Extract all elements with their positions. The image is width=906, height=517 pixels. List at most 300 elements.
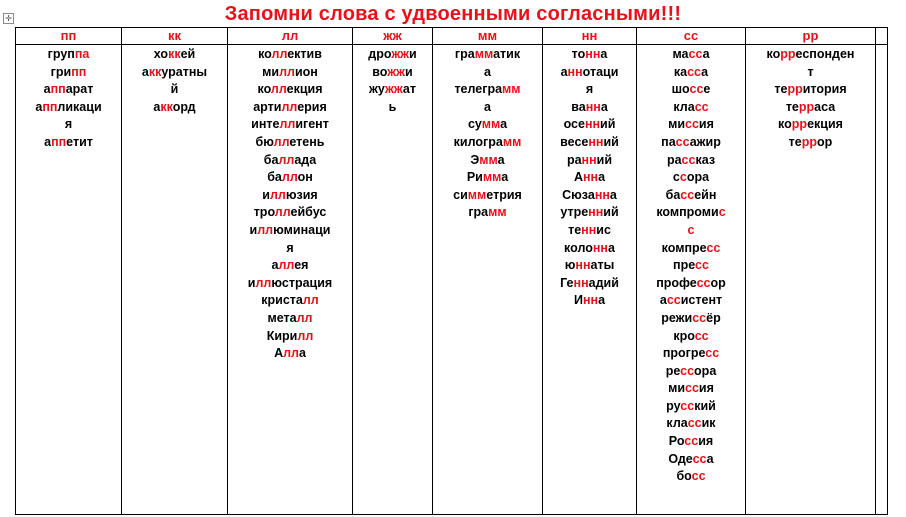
word-part: истент (680, 293, 723, 308)
word-part: ерия (297, 99, 327, 114)
word-part: бю (255, 134, 274, 149)
double-letters: сс (680, 398, 695, 413)
word-line (228, 204, 352, 222)
word-part: юзия (285, 187, 318, 202)
double-letters: сс (696, 275, 711, 290)
column-header: лл (228, 28, 353, 45)
word-part: те (568, 222, 582, 237)
word-line (353, 81, 432, 99)
word-part: а (43, 82, 51, 97)
word-part: ора (694, 363, 717, 378)
word-part: килогра (453, 134, 503, 149)
word-part: екция (807, 117, 843, 132)
word-line (433, 187, 542, 205)
word-line (433, 81, 542, 99)
word-line (637, 433, 745, 451)
word-part: хо (153, 47, 169, 61)
word-line (16, 99, 121, 117)
word-part: ма (672, 47, 689, 61)
word-part: итория (802, 82, 847, 97)
word-part: орд (172, 99, 196, 114)
word-line (122, 99, 227, 117)
word-part: Э (470, 152, 480, 167)
word-part: груп (47, 47, 75, 61)
double-letters: сс (706, 240, 721, 255)
word-part: ко (766, 47, 781, 61)
word-part: инте (251, 117, 280, 132)
word-line (746, 99, 875, 117)
word-part: и (249, 222, 258, 237)
word-part: осе (563, 117, 585, 132)
word-list-pp (16, 45, 122, 515)
word-part: ру (666, 398, 681, 413)
word-part: а (598, 170, 606, 185)
word-line (16, 134, 121, 152)
double-letters: лл (302, 293, 319, 308)
word-part: атик (493, 47, 521, 61)
double-letters: рр (801, 134, 818, 149)
word-part: игент (295, 117, 329, 132)
empty-column-cell (876, 45, 888, 515)
word-part: ва (571, 99, 586, 114)
word-part: И (573, 293, 583, 308)
double-letters: лл (278, 152, 295, 167)
word-part: прогре (662, 346, 706, 361)
word-line (637, 99, 745, 117)
double-letters: сс (687, 64, 702, 79)
double-letters: сс (694, 99, 709, 114)
word-line (637, 187, 745, 205)
word-part: ей (180, 47, 196, 61)
word-line (228, 328, 352, 346)
double-letters: мм (474, 47, 494, 61)
word-part: мета (267, 310, 297, 325)
double-consonants-table (15, 27, 888, 515)
word-part: а (560, 64, 568, 79)
word-part: профе (656, 275, 697, 290)
word-line (637, 310, 745, 328)
word-line (228, 292, 352, 310)
double-letters: лл (255, 275, 272, 290)
word-line (433, 116, 542, 134)
double-letters: нн (581, 152, 597, 167)
word-line (543, 81, 636, 99)
word-line (228, 134, 352, 152)
word-part: а (600, 99, 608, 114)
double-letters: рр (798, 99, 815, 114)
word-line (746, 81, 875, 99)
word-part: ми (668, 117, 686, 132)
word-part: ия (698, 434, 714, 449)
word-part: а (298, 346, 306, 361)
column-header: жж (353, 28, 433, 45)
word-line (543, 204, 636, 222)
word-line (122, 46, 227, 64)
word-part: режи (661, 310, 693, 325)
word-part: ми (262, 64, 280, 79)
word-line (637, 257, 745, 275)
word-part: ий (603, 205, 619, 220)
word-line (122, 64, 227, 82)
word-part: а (600, 47, 608, 61)
word-line (746, 46, 875, 64)
word-part: ора (686, 170, 710, 185)
word-part: гра (454, 47, 475, 61)
word-part: те (788, 134, 802, 149)
word-part: а (702, 47, 710, 61)
word-list-kk (122, 45, 228, 515)
double-letters: сс (689, 82, 704, 97)
header-row (16, 28, 888, 45)
double-letters: лл (257, 222, 274, 237)
word-line (637, 380, 745, 398)
word-part: с (672, 170, 680, 185)
word-part: бо (676, 469, 692, 484)
word-line (543, 222, 636, 240)
word-line (228, 116, 352, 134)
word-part: ор (710, 275, 726, 290)
word-part: а (271, 258, 279, 273)
word-part: ор (817, 134, 833, 149)
double-letters: лл (281, 99, 298, 114)
word-line (637, 451, 745, 469)
word-part: си (453, 187, 468, 202)
word-part: етень (289, 134, 325, 149)
word-part: й (170, 82, 179, 97)
word-part: я (585, 82, 594, 97)
word-line (228, 81, 352, 99)
double-letters: пп (51, 134, 67, 149)
double-letters: лл (281, 170, 298, 185)
word-part: а (500, 117, 508, 132)
word-line (637, 328, 745, 346)
double-letters: нн (585, 47, 601, 61)
word-part: а (44, 134, 52, 149)
word-line (637, 240, 745, 258)
double-letters: рр (791, 117, 808, 132)
word-line (637, 169, 745, 187)
word-part: ёр (706, 310, 721, 325)
word-part: ь (388, 99, 397, 114)
double-letters: с (687, 222, 695, 237)
word-part: ий (600, 117, 616, 132)
word-part: те (774, 82, 788, 97)
word-part: ий (603, 134, 619, 149)
word-line (543, 169, 636, 187)
word-line (353, 46, 432, 64)
word-part: ат (402, 82, 416, 97)
word-part: Ге (560, 275, 574, 290)
word-part: арат (65, 82, 94, 97)
word-part: и (262, 187, 270, 202)
word-part: и (247, 275, 256, 290)
word-line (228, 64, 352, 82)
double-letters: сс (680, 187, 695, 202)
word-line (433, 152, 542, 170)
double-letters: лл (271, 47, 288, 61)
word-part: а (701, 64, 709, 79)
double-letters: нн (585, 99, 601, 114)
double-letters: жж (391, 47, 410, 61)
double-letters: лл (296, 310, 313, 325)
word-part: гри (50, 64, 72, 79)
word-line (228, 187, 352, 205)
double-letters: лл (297, 328, 314, 343)
word-part: арти (253, 99, 282, 114)
word-part: ба (263, 152, 279, 167)
word-part: а (141, 64, 149, 79)
word-part: е (703, 82, 711, 97)
double-letters: лл (279, 64, 295, 79)
double-letters: мм (481, 117, 501, 132)
word-line (637, 134, 745, 152)
double-letters: сс (694, 328, 709, 343)
word-part: коло (564, 240, 593, 255)
column-header: нн (543, 28, 637, 45)
double-letters: сс (687, 416, 702, 431)
word-part: ия (698, 117, 714, 132)
word-line (228, 152, 352, 170)
word-part: ик (701, 416, 716, 431)
double-letters: нн (594, 187, 610, 202)
double-letters: нн (581, 222, 597, 237)
page-title: Запомни слова с удвоенными согласными!!! (224, 3, 682, 25)
word-part: гра (468, 205, 489, 220)
word-part: а (153, 99, 161, 114)
word-line (637, 292, 745, 310)
word-part: а (484, 99, 491, 114)
word-part: кро (673, 328, 695, 343)
word-part: жу (369, 82, 385, 97)
word-line (228, 275, 352, 293)
double-letters: лл (283, 346, 299, 361)
word-line (228, 222, 352, 240)
word-part: и (409, 47, 417, 61)
word-part: ра (566, 152, 582, 167)
word-part: аса (814, 99, 836, 114)
table-move-handle-icon[interactable]: ✛ (3, 13, 14, 24)
word-line (746, 134, 875, 152)
word-line (433, 46, 542, 64)
word-part: юстрация (271, 275, 333, 290)
word-line (543, 152, 636, 170)
double-letters: пп (50, 82, 66, 97)
double-letters: сс (691, 469, 706, 484)
word-part: я (64, 117, 73, 132)
double-letters: па (74, 47, 90, 61)
column-header: рр (746, 28, 876, 45)
word-part: компроми (656, 205, 719, 220)
double-letters: кк (168, 47, 181, 61)
double-letters: нн (588, 134, 604, 149)
word-part: ко (257, 82, 271, 97)
double-letters: мм (467, 187, 487, 202)
word-line (543, 187, 636, 205)
word-line (637, 345, 745, 363)
double-letters: мм (482, 170, 502, 185)
double-letters: кк (160, 99, 173, 114)
word-part: а (598, 293, 606, 308)
word-line (228, 99, 352, 117)
word-part: уратны (161, 64, 208, 79)
double-letters: лл (278, 258, 295, 273)
word-line (16, 116, 121, 134)
word-part: те (785, 99, 799, 114)
words-row (16, 45, 888, 515)
word-part: юминаци (273, 222, 331, 237)
word-part: Сюза (562, 187, 595, 202)
word-part: ектив (287, 47, 322, 61)
word-part: компре (661, 240, 707, 255)
word-part: он (297, 170, 313, 185)
word-line (353, 99, 432, 117)
word-part: а (484, 64, 491, 79)
double-letters: нн (584, 117, 601, 132)
word-part: а (497, 152, 505, 167)
word-part: шо (671, 82, 690, 97)
word-line (16, 46, 121, 64)
double-letters: рр (787, 82, 803, 97)
word-part: криста (261, 293, 303, 308)
word-part: ея (294, 258, 309, 273)
word-line (637, 116, 745, 134)
word-line (637, 415, 745, 433)
word-part: ис (596, 222, 611, 237)
double-letters: сс (705, 346, 720, 361)
word-part: адий (588, 275, 619, 290)
word-part: дро (368, 47, 392, 61)
word-part: еспонден (795, 47, 855, 61)
word-part: ба (665, 187, 681, 202)
word-part: па (661, 134, 676, 149)
word-part: ейн (694, 187, 717, 202)
word-line (637, 398, 745, 416)
word-line (637, 275, 745, 293)
word-part: а (501, 170, 509, 185)
word-part: етит (66, 134, 93, 149)
word-line (16, 81, 121, 99)
word-part: я (286, 240, 294, 255)
double-letters: сс (685, 117, 699, 132)
word-line (433, 64, 542, 82)
word-part: су (467, 117, 482, 132)
double-letters: лл (273, 134, 290, 149)
word-part: ра (666, 152, 682, 167)
word-part: то (571, 47, 586, 61)
word-part: ажир (689, 134, 721, 149)
word-part: ликаци (57, 99, 102, 114)
word-part: а (35, 99, 43, 114)
word-part: отаци (582, 64, 619, 79)
double-letters: сс (675, 134, 690, 149)
word-part: во (372, 64, 388, 79)
word-part: пре (673, 258, 696, 273)
word-part: аты (590, 258, 615, 273)
word-line (228, 310, 352, 328)
word-part: а (607, 240, 615, 255)
double-letters: нн (582, 170, 599, 185)
word-line (433, 169, 542, 187)
word-line (122, 81, 227, 99)
word-part: каз (695, 152, 716, 167)
word-line (228, 46, 352, 64)
word-part: тро (253, 205, 275, 220)
double-letters: мм (488, 205, 507, 220)
double-letters: лл (274, 205, 291, 220)
double-letters: сс (681, 152, 696, 167)
word-list-mm (433, 45, 543, 515)
double-letters: сс (692, 310, 707, 325)
double-letters: с (679, 170, 687, 185)
column-header: сс (637, 28, 746, 45)
word-line (543, 275, 636, 293)
word-part: ада (294, 152, 317, 167)
word-part: а (659, 293, 667, 308)
word-part: А (573, 170, 583, 185)
word-line (228, 345, 352, 363)
word-list-ll (228, 45, 353, 515)
word-line (637, 468, 745, 486)
double-letters: лл (270, 82, 287, 97)
word-part: ий (596, 152, 613, 167)
double-letters: нн (592, 240, 608, 255)
word-line (637, 64, 745, 82)
column-header: мм (433, 28, 543, 45)
word-line (433, 99, 542, 117)
word-part: Ри (466, 170, 483, 185)
double-letters: мм (502, 82, 521, 97)
double-letters: сс (685, 381, 699, 396)
word-line (543, 134, 636, 152)
word-part: Ро (668, 434, 685, 449)
word-part: телегра (454, 82, 503, 97)
word-part: ия (698, 381, 714, 396)
word-list-nn (543, 45, 637, 515)
word-part: утре (560, 205, 589, 220)
word-part: а (706, 451, 714, 466)
word-part: и (405, 64, 413, 79)
double-letters: нн (588, 205, 604, 220)
double-letters: сс (692, 451, 707, 466)
double-letters: нн (575, 258, 591, 273)
double-letters: нн (573, 275, 589, 290)
double-letters: мм (502, 134, 522, 149)
double-letters: пп (71, 64, 87, 79)
word-line (353, 64, 432, 82)
double-letters: нн (582, 293, 599, 308)
double-letters: пп (42, 99, 58, 114)
column-header: кк (122, 28, 228, 45)
double-letters: сс (666, 293, 681, 308)
word-line (433, 134, 542, 152)
word-list-ss (637, 45, 746, 515)
double-letters: жж (387, 64, 406, 79)
word-line (543, 116, 636, 134)
word-part: етрия (486, 187, 522, 202)
word-part: кла (673, 99, 695, 114)
word-list-zhzh (353, 45, 433, 515)
word-part: ю (564, 258, 576, 273)
word-part: кий (694, 398, 716, 413)
word-part: кла (666, 416, 688, 431)
word-part: Кири (266, 328, 298, 343)
double-letters: нн (567, 64, 583, 79)
word-part: ми (668, 381, 686, 396)
word-line (746, 64, 875, 82)
word-line (228, 257, 352, 275)
double-letters: с (718, 205, 726, 220)
word-part: ион (294, 64, 318, 79)
